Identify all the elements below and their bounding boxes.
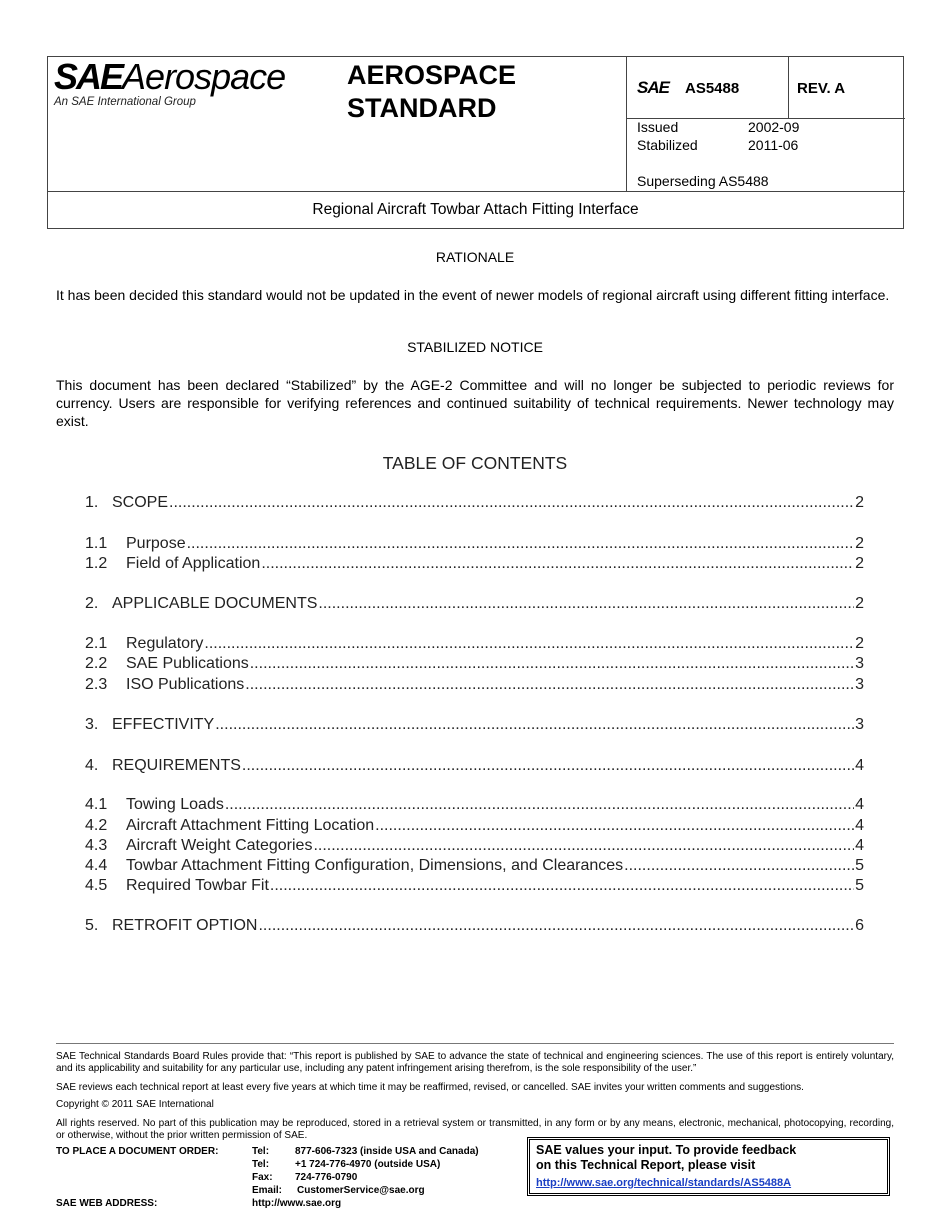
sae-small-logo: SAE [637, 78, 669, 97]
toc-dot-leader [169, 494, 854, 512]
stabilized-notice-text: This document has been declared “Stabilized” by the AGE-2 Committee and will no longer be subjected to periodic reviews for currency. Users are responsible for verifying references and continued suitability of technical requirements. Newer technology may exist. [56, 377, 894, 429]
toc-entry-number: 3. [85, 716, 99, 733]
header-divider [48, 191, 905, 192]
toc-entry-label: SAE Publications [126, 655, 249, 672]
toc-dot-leader [250, 655, 854, 673]
footer-rules-text: SAE Technical Standards Board Rules provide that: “This report is published by SAE to advance the state of technical and engineering sciences. The use of this report is entirely voluntary, and its applicability and suitability for any particular use, including any patent infringement arising therefrom, is the sole responsibility of the user.” [56, 1051, 894, 1074]
footer-copyright: Copyright © 2011 SAE International [56, 1099, 214, 1110]
toc-dot-leader [318, 595, 854, 613]
toc-entry-page: 2 [855, 595, 864, 612]
toc-entry-number: 2. [85, 595, 99, 612]
header-divider [626, 57, 627, 191]
toc-title: TABLE OF CONTENTS [382, 453, 568, 473]
feedback-line1: SAE values your input. To provide feedback [536, 1143, 797, 1157]
toc-entry-label: Towbar Attachment Fitting Configuration, Dimensions, and Clearances [126, 857, 624, 874]
toc-entry-number: 2.1 [85, 635, 108, 652]
logo-aerospace-text: Aerospace [122, 56, 286, 97]
toc-dot-leader [258, 917, 854, 935]
toc-dot-leader [245, 676, 854, 694]
toc-entry-label: Regulatory [126, 635, 204, 652]
logo-subtitle: An SAE International Group [54, 96, 196, 108]
stabilized-label: Stabilized [637, 137, 698, 153]
rationale-heading: RATIONALE [435, 249, 515, 265]
toc-entry-number: 2.2 [85, 655, 108, 672]
stabilized-date: 2011-06 [748, 137, 799, 153]
footer-rule [56, 1043, 894, 1044]
feedback-box [527, 1137, 890, 1196]
superseding-note: Superseding AS5488 [637, 173, 769, 189]
toc-entry[interactable] [85, 655, 864, 673]
sae-aerospace-logo [54, 56, 285, 98]
toc-entry-number: 4.5 [85, 877, 108, 894]
feedback-link[interactable]: http://www.sae.org/technical/standards/AS5488A [536, 1177, 792, 1189]
toc-entry-page: 4 [855, 837, 864, 854]
email-value[interactable]: CustomerService@sae.org [297, 1185, 425, 1196]
toc-entry-number: 4.1 [85, 796, 108, 813]
toc-entry-number: 4. [85, 757, 99, 774]
fax-value: 724-776-0790 [295, 1172, 358, 1183]
toc-dot-leader [242, 757, 854, 775]
toc-entry-page: 4 [855, 796, 864, 813]
issued-label: Issued [637, 119, 679, 135]
toc-entry-page: 6 [855, 917, 864, 934]
toc-dot-leader [375, 817, 854, 835]
revision-label: REV. A [797, 80, 846, 97]
feedback-line2: on this Technical Report, please visit [536, 1158, 756, 1172]
toc-entry-label: Towing Loads [126, 796, 224, 813]
toc-entry-number: 4.2 [85, 817, 108, 834]
toc-entry-label: ISO Publications [126, 676, 245, 693]
email-label: Email: [252, 1185, 283, 1196]
toc-entry-number: 5. [85, 917, 99, 934]
toc-entry[interactable] [85, 494, 864, 512]
toc-dot-leader [624, 857, 854, 875]
toc-dot-leader [187, 535, 855, 553]
footer-rights-text: All rights reserved. No part of this publication may be reproduced, stored in a retrieval system or transmitted, in any form or by any means, electronic, mechanical, photocopying, recording, or otherwise, without the prior written permission of SAE. [56, 1118, 894, 1141]
toc-entry-label: Aircraft Attachment Fitting Location [126, 817, 375, 834]
toc-entry-label: Field of Application [126, 555, 261, 572]
toc-entry-page: 2 [855, 555, 864, 572]
toc-entry[interactable] [85, 676, 864, 694]
toc-entry[interactable] [85, 837, 864, 855]
toc-entry-page: 3 [855, 676, 864, 693]
toc-entry-page: 5 [855, 857, 864, 874]
logo-sae-text: SAE [54, 56, 123, 97]
toc-entry[interactable] [85, 555, 864, 573]
fax-label: Fax: [252, 1172, 273, 1183]
document-number: AS5488 [685, 80, 740, 97]
web-address-value[interactable]: http://www.sae.org [252, 1198, 342, 1209]
toc-entry-number: 4.3 [85, 837, 108, 854]
toc-entry[interactable] [85, 635, 864, 653]
toc-entry-number: 2.3 [85, 676, 108, 693]
toc-entry-label: REQUIREMENTS [112, 757, 241, 774]
toc-entry-label: EFFECTIVITY [112, 716, 215, 733]
order-label: TO PLACE A DOCUMENT ORDER: [56, 1146, 219, 1157]
toc-dot-leader [204, 635, 854, 653]
toc-entry[interactable] [85, 857, 864, 875]
toc-entry-page: 2 [855, 635, 864, 652]
toc-entry-label: APPLICABLE DOCUMENTS [112, 595, 318, 612]
toc-entry[interactable] [85, 917, 864, 935]
toc-entry-number: 1. [85, 494, 99, 511]
document-title: Regional Aircraft Towbar Attach Fitting Interface [312, 201, 639, 218]
issued-date: 2002-09 [748, 119, 800, 135]
standard-title-line2: STANDARD [347, 93, 497, 123]
header-divider [788, 57, 789, 118]
toc-entry[interactable] [85, 535, 864, 553]
tel2-value: +1 724-776-4970 (outside USA) [295, 1159, 441, 1170]
web-address-label: SAE WEB ADDRESS: [56, 1198, 158, 1209]
toc-entry-page: 3 [855, 716, 864, 733]
toc-dot-leader [261, 555, 854, 573]
toc-entry-label: SCOPE [112, 494, 169, 511]
tel1-label: Tel: [252, 1146, 270, 1157]
footer-review-text: SAE reviews each technical report at least every five years at which time it may be reaffirmed, revised, or cancelled. SAE invites your written comments and suggestions. [56, 1082, 804, 1093]
rationale-text: It has been decided this standard would not be updated in the event of newer models of regional aircraft using different fitting interface. [56, 287, 890, 303]
toc-entry-label: Required Towbar Fit [126, 877, 269, 894]
toc-dot-leader [215, 716, 854, 734]
toc-entry-label: Aircraft Weight Categories [126, 837, 313, 854]
toc-entry-label: Purpose [126, 535, 186, 552]
toc-entry[interactable] [85, 877, 864, 895]
toc-entry-number: 1.1 [85, 535, 108, 552]
tel2-label: Tel: [252, 1159, 270, 1170]
toc-entry[interactable] [85, 716, 864, 734]
toc-dot-leader [225, 796, 854, 814]
toc-entry-page: 3 [855, 655, 864, 672]
toc-entry-page: 4 [855, 817, 864, 834]
toc-entry-label: RETROFIT OPTION [112, 917, 258, 934]
toc-entry[interactable] [85, 817, 864, 835]
toc-dot-leader [313, 837, 854, 855]
standard-title-line1: AEROSPACE [347, 60, 517, 90]
toc-entry[interactable] [85, 757, 864, 775]
toc-entry-number: 1.2 [85, 555, 108, 572]
toc-dot-leader [270, 877, 854, 895]
toc-entry[interactable] [85, 796, 864, 814]
toc-entry[interactable] [85, 595, 864, 613]
stabilized-notice-heading: STABILIZED NOTICE [407, 339, 543, 355]
toc-entry-page: 2 [855, 535, 864, 552]
toc-entry-number: 4.4 [85, 857, 108, 874]
toc-entry-page: 4 [855, 757, 864, 774]
toc-entry-page: 5 [855, 877, 864, 894]
toc-entry-page: 2 [855, 494, 864, 511]
tel1-value: 877-606-7323 (inside USA and Canada) [295, 1146, 479, 1157]
